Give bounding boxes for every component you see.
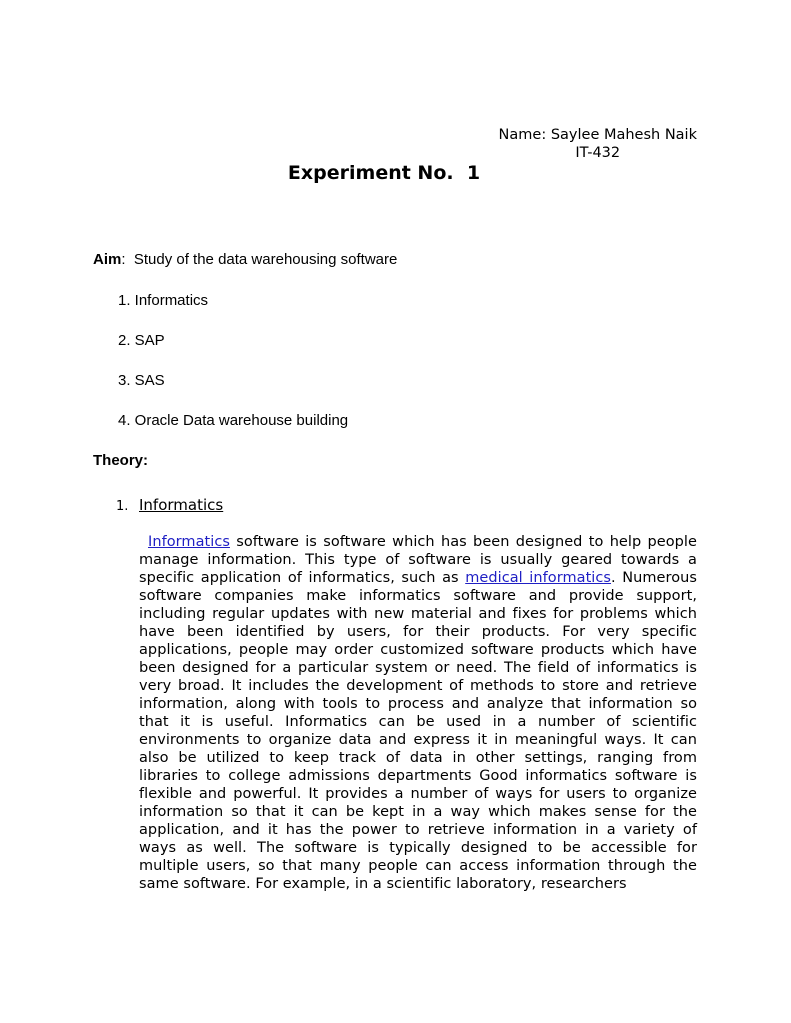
author-name: Name: Saylee Mahesh Naik — [498, 127, 697, 143]
aim-text: : Study of the data warehousing software — [121, 251, 398, 268]
section-body — [139, 533, 697, 893]
section-number: 1. — [116, 499, 129, 514]
body-text-part2: . Numerous software companies make informatics software and provide support, including regular updates with new material and fixes for problems which have been identified by users, for their products. For very specific applications, people may order customized software products which have been designed for a particular system or need. The field of informatics is very broad. It includes the development of methods to store and retrieve information, along with tools to process and analyze that information so that it is useful. Informatics can be used in a number of scientific environments to organize data and express it in meaningful ways. It can also be utilized to keep track of data in other settings, ranging from libraries to college admissions departments Good informatics software is flexible and powerful. It provides a number of ways for users to organize information so that it can be kept in a way which makes sense for the application, and it has the power to retrieve information in a variety of ways as well. The software is typically designed to be accessible for multiple users, so that many people can access information through the same software. For example, in a scientific laboratory, researchers — [139, 570, 697, 892]
body-text-part1: software is software which has been designed to help people manage information. This type of software is usually geared towards a specific application of informatics, such as — [139, 534, 697, 586]
author-header — [499, 126, 697, 162]
aim-list — [118, 291, 348, 451]
aim-list-item: 3. SAS — [118, 372, 165, 389]
aim-label: Aim — [93, 251, 122, 268]
aim-list-item: 2. SAP — [118, 332, 165, 349]
section-heading — [116, 496, 223, 514]
aim-list-item: 4. Oracle Data warehouse building — [118, 412, 349, 429]
medical-informatics-link[interactable]: medical informatics — [465, 570, 612, 586]
page-title: Experiment No. 1 — [287, 162, 481, 184]
informatics-link[interactable]: Informatics — [148, 534, 230, 550]
author-id: IT-432 — [575, 145, 621, 161]
section-title: Informatics — [139, 496, 224, 514]
aim-list-item: 1. Informatics — [118, 292, 209, 309]
aim-line — [93, 251, 397, 268]
theory-heading: Theory: — [93, 452, 149, 469]
